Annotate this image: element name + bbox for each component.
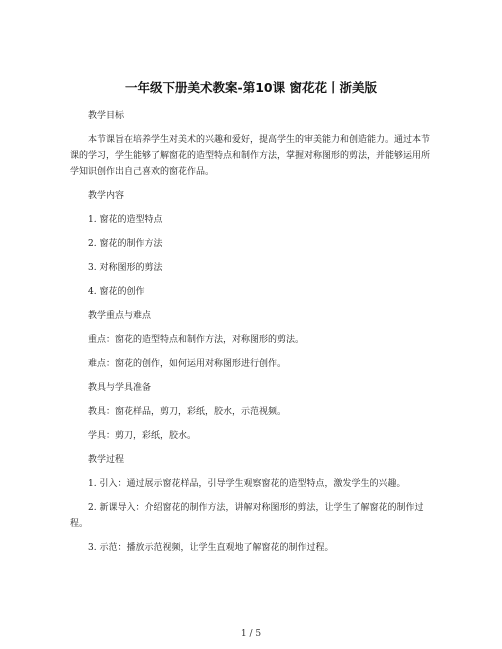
paragraph: 重点：窗花的造型特点和制作方法，对称图形的剪法。 [88,335,305,345]
section-heading: 教学内容 [88,191,125,201]
paragraph: 难点：窗花的创作，如何运用对称图形进行创作。 [88,359,287,369]
section-heading: 教学重点与难点 [88,311,152,321]
section-heading: 教学目标 [88,111,125,121]
page-number: 1 / 5 [240,629,262,639]
paragraph: 教具：窗花样品，剪刀，彩纸，胶水，示范视频。 [88,407,287,417]
paragraph: 3. 示范：播放示范视频，让学生直观地了解窗花的制作过程。 [88,543,334,553]
section-heading: 教学过程 [88,455,125,465]
list-item: 3. 对称图形的剪法 [88,263,163,273]
paragraph: 2. 新课导入：介绍窗花的制作方法，讲解对称图形的剪法，让学生了解窗花的制作过程。 [70,503,424,529]
list-item: 1. 窗花的造型特点 [88,215,163,225]
list-item: 2. 窗花的制作方法 [88,239,163,249]
document-body [70,108,434,564]
section-heading: 教具与学具准备 [88,383,152,393]
list-item: 4. 窗花的创作 [88,287,145,297]
paragraph: 本节课旨在培养学生对美术的兴趣和爱好，提高学生的审美能力和创造能力。通过本节课的学习，学生能够了解窗花的造型特点和制作方法，掌握对称图形的剪法，并能够运用所学知识创作出自己喜欢的窗花作品。 [70,135,431,177]
paragraph: 学具：剪刀，彩纸，胶水。 [88,431,197,441]
document-title: 一年级下册美术教案-第10课 窗花花丨浙美版 [125,80,377,95]
paragraph: 1. 引入：通过展示窗花样品，引导学生观察窗花的造型特点，激发学生的兴趣。 [88,479,406,489]
